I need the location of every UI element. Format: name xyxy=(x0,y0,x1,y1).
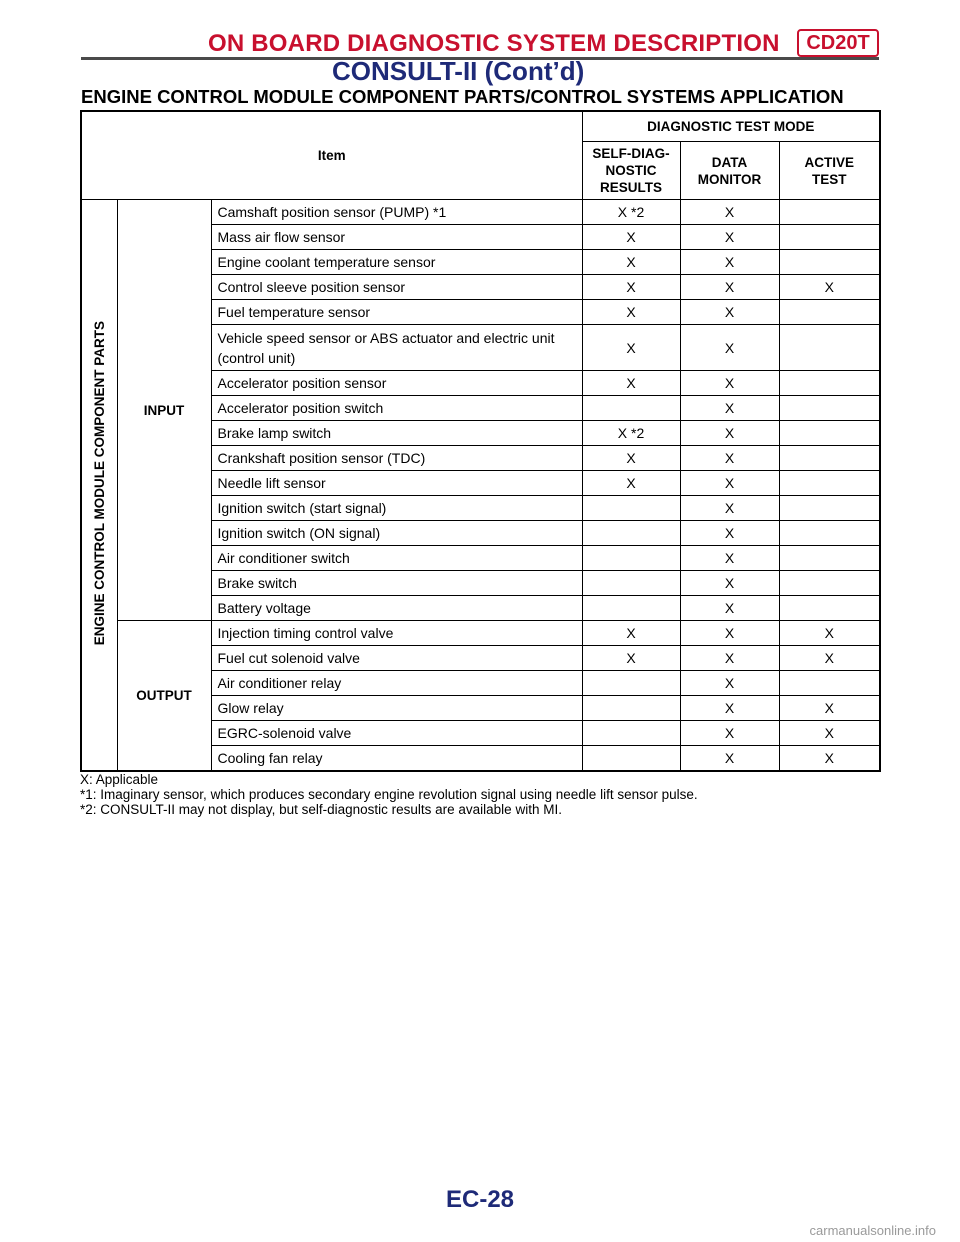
active-test-mark xyxy=(779,225,880,250)
active-test-mark xyxy=(779,250,880,275)
item-name: Accelerator position sensor xyxy=(211,371,582,396)
watermark: carmanualsonline.info xyxy=(809,1223,936,1238)
self-diagnostic-mark: X xyxy=(582,446,680,471)
active-test-mark xyxy=(779,200,880,225)
self-diagnostic-mark: X xyxy=(582,300,680,325)
item-name: Control sleeve position sensor xyxy=(211,275,582,300)
data-monitor-mark: X xyxy=(680,671,779,696)
self-diagnostic-mark: X xyxy=(582,275,680,300)
self-diagnostic-mark xyxy=(582,596,680,621)
data-monitor-mark: X xyxy=(680,371,779,396)
item-name: Vehicle speed sensor or ABS actuator and electric unit (control unit) xyxy=(211,325,582,371)
active-test-mark: X xyxy=(779,746,880,772)
self-diagnostic-mark: X xyxy=(582,371,680,396)
section-title: ENGINE CONTROL MODULE COMPONENT PARTS/CONTROL SYSTEMS APPLICATION xyxy=(81,86,844,107)
data-monitor-mark: X xyxy=(680,446,779,471)
item-name: Cooling fan relay xyxy=(211,746,582,772)
item-name: Brake lamp switch xyxy=(211,421,582,446)
active-test-mark xyxy=(779,471,880,496)
header-row-mode xyxy=(81,111,880,142)
item-name: Injection timing control valve xyxy=(211,621,582,646)
item-name: Needle lift sensor xyxy=(211,471,582,496)
data-monitor-mark: X xyxy=(680,225,779,250)
self-diagnostic-mark xyxy=(582,521,680,546)
item-name: Accelerator position switch xyxy=(211,396,582,421)
data-monitor-mark: X xyxy=(680,646,779,671)
header-active-test: ACTIVE TEST xyxy=(779,142,880,200)
self-diagnostic-mark: X xyxy=(582,325,680,371)
self-diagnostic-mark: X xyxy=(582,225,680,250)
self-diagnostic-mark: X xyxy=(582,250,680,275)
model-code-badge: CD20T xyxy=(797,29,879,57)
footnote-2: *2: CONSULT-II may not display, but self-diagnostic results are available with MI. xyxy=(80,802,562,817)
item-name: Ignition switch (start signal) xyxy=(211,496,582,521)
table-row xyxy=(81,621,880,646)
active-test-mark xyxy=(779,371,880,396)
self-diagnostic-mark xyxy=(582,546,680,571)
self-diagnostic-mark xyxy=(582,496,680,521)
data-monitor-mark: X xyxy=(680,300,779,325)
active-test-mark xyxy=(779,671,880,696)
header-item: Item xyxy=(81,111,582,200)
item-name: Ignition switch (ON signal) xyxy=(211,521,582,546)
outer-group-label-text: ENGINE CONTROL MODULE COMPONENT PARTS xyxy=(91,321,107,646)
header-subtitle: CONSULT-II (Cont’d) xyxy=(332,56,585,86)
input-group-label: INPUT xyxy=(117,200,211,621)
application-table xyxy=(80,110,881,772)
data-monitor-mark: X xyxy=(680,696,779,721)
item-name: Fuel cut solenoid valve xyxy=(211,646,582,671)
active-test-mark xyxy=(779,546,880,571)
item-name: Air conditioner relay xyxy=(211,671,582,696)
active-test-mark xyxy=(779,571,880,596)
data-monitor-mark: X xyxy=(680,521,779,546)
active-test-mark xyxy=(779,446,880,471)
active-test-mark: X xyxy=(779,646,880,671)
data-monitor-mark: X xyxy=(680,746,779,772)
self-diagnostic-mark: X xyxy=(582,621,680,646)
data-monitor-mark: X xyxy=(680,571,779,596)
item-name: Crankshaft position sensor (TDC) xyxy=(211,446,582,471)
data-monitor-mark: X xyxy=(680,621,779,646)
item-name: Camshaft position sensor (PUMP) *1 xyxy=(211,200,582,225)
data-monitor-mark: X xyxy=(680,546,779,571)
active-test-mark xyxy=(779,496,880,521)
active-test-mark xyxy=(779,596,880,621)
self-diagnostic-mark xyxy=(582,746,680,772)
header-data-monitor: DATA MONITOR xyxy=(680,142,779,200)
self-diagnostic-mark xyxy=(582,671,680,696)
active-test-mark: X xyxy=(779,621,880,646)
self-diagnostic-mark: X xyxy=(582,471,680,496)
active-test-mark: X xyxy=(779,275,880,300)
header-self-diagnostic-results: SELF-DIAG- NOSTIC RESULTS xyxy=(582,142,680,200)
page-number: EC-28 xyxy=(445,1186,515,1213)
item-name: Air conditioner switch xyxy=(211,546,582,571)
data-monitor-mark: X xyxy=(680,396,779,421)
self-diagnostic-mark xyxy=(582,396,680,421)
header-diagnostic-test-mode: DIAGNOSTIC TEST MODE xyxy=(582,111,880,142)
self-diagnostic-mark xyxy=(582,571,680,596)
active-test-mark: X xyxy=(779,696,880,721)
data-monitor-mark: X xyxy=(680,325,779,371)
data-monitor-mark: X xyxy=(680,275,779,300)
footnote-applicable: X: Applicable xyxy=(80,772,159,787)
self-diagnostic-mark xyxy=(582,696,680,721)
footnote-1: *1: Imaginary sensor, which produces secondary engine revolution signal using needle lift sensor pulse. xyxy=(80,787,698,802)
self-diagnostic-mark: X xyxy=(582,646,680,671)
data-monitor-mark: X xyxy=(680,596,779,621)
data-monitor-mark: X xyxy=(680,721,779,746)
output-group-label: OUTPUT xyxy=(117,621,211,772)
item-name: Engine coolant temperature sensor xyxy=(211,250,582,275)
data-monitor-mark: X xyxy=(680,496,779,521)
active-test-mark xyxy=(779,521,880,546)
footnotes xyxy=(80,772,698,817)
self-diagnostic-mark xyxy=(582,721,680,746)
self-diagnostic-mark: X *2 xyxy=(582,421,680,446)
item-name: Mass air flow sensor xyxy=(211,225,582,250)
outer-group-label xyxy=(81,200,117,772)
item-name: Glow relay xyxy=(211,696,582,721)
data-monitor-mark: X xyxy=(680,200,779,225)
active-test-mark xyxy=(779,396,880,421)
item-name: Battery voltage xyxy=(211,596,582,621)
table-row xyxy=(81,200,880,225)
data-monitor-mark: X xyxy=(680,250,779,275)
active-test-mark xyxy=(779,421,880,446)
item-name: EGRC-solenoid valve xyxy=(211,721,582,746)
active-test-mark: X xyxy=(779,721,880,746)
item-name: Fuel temperature sensor xyxy=(211,300,582,325)
self-diagnostic-mark: X *2 xyxy=(582,200,680,225)
data-monitor-mark: X xyxy=(680,421,779,446)
data-monitor-mark: X xyxy=(680,471,779,496)
header-title: ON BOARD DIAGNOSTIC SYSTEM DESCRIPTION xyxy=(208,30,780,57)
active-test-mark xyxy=(779,325,880,371)
active-test-mark xyxy=(779,300,880,325)
item-name: Brake switch xyxy=(211,571,582,596)
